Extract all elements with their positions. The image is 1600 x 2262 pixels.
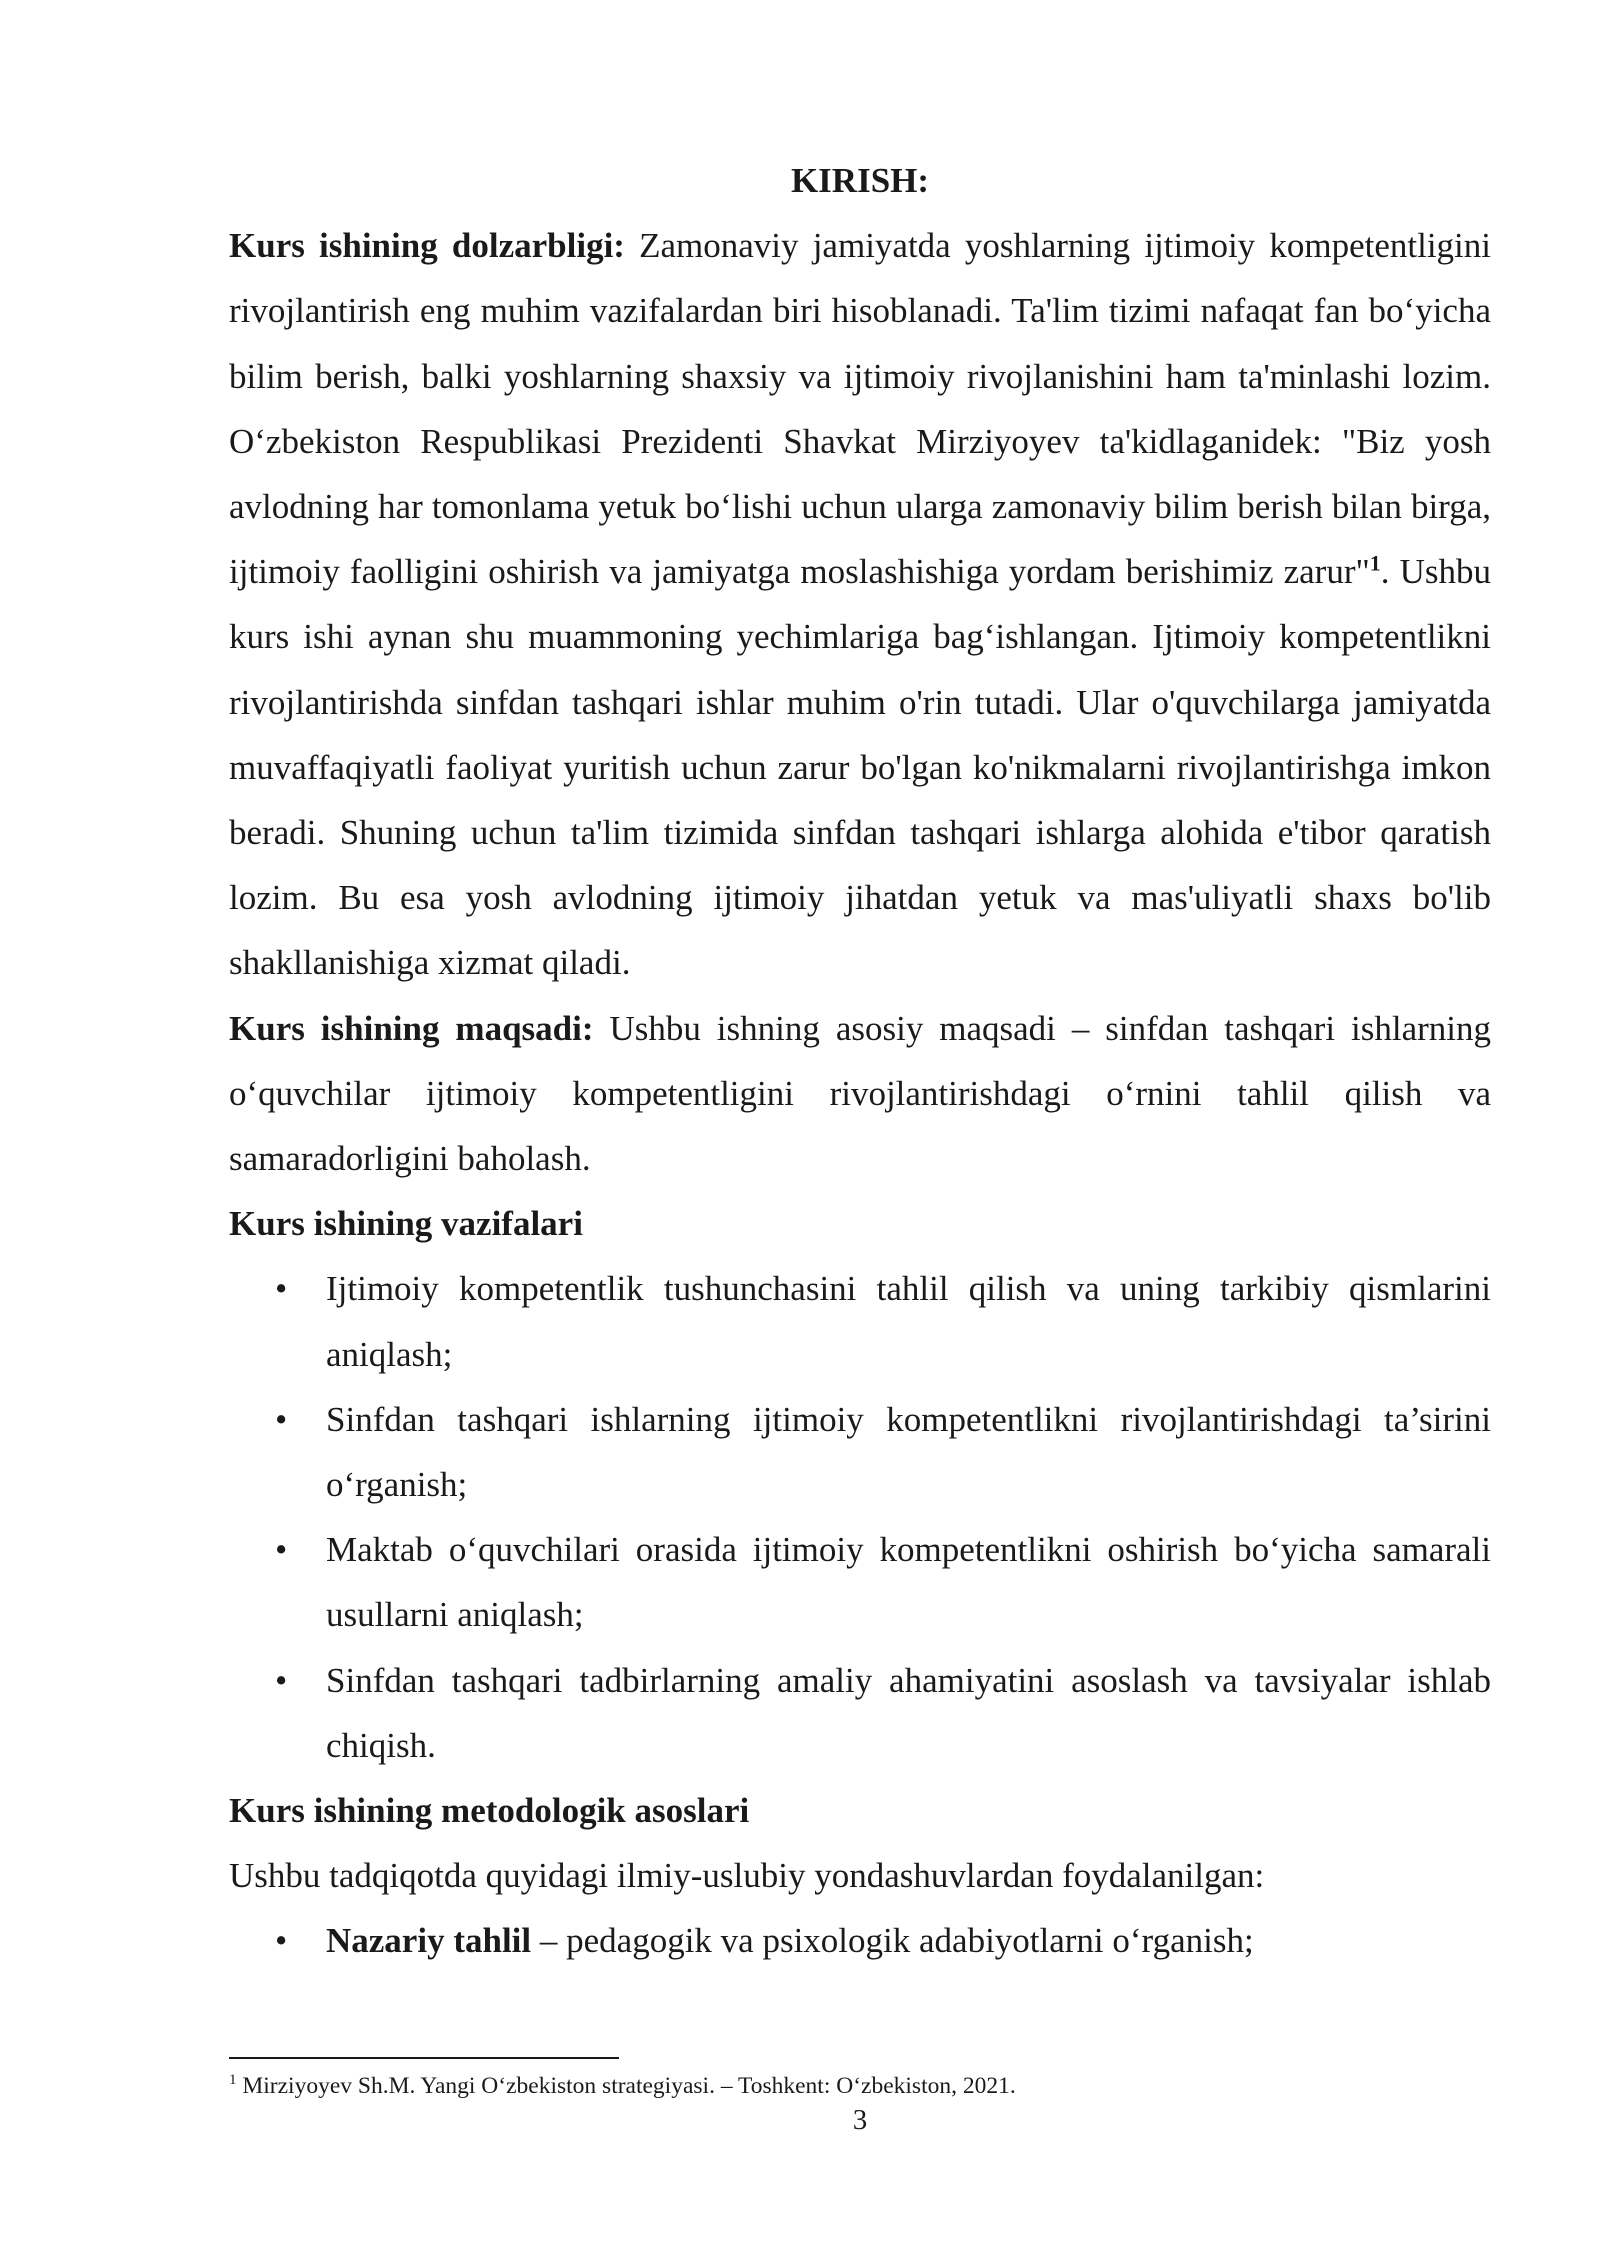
bullet-icon: • [275,1399,288,1439]
goal-label: Kurs ishining maqsadi: [229,1008,594,1048]
tasks-heading: Kurs ishining vazifalari [229,1204,583,1244]
list-item-text: – pedagogik va psixologik adabiyotlarni o‘rganish; [531,1921,1254,1961]
relevance-label: Kurs ishining dolzarbligi: [229,226,625,266]
footnote-separator [229,2057,619,2059]
list-item-text: Sinfdan tashqari ishlarning ijtimoiy kompetentlikni rivojlantirishdagi ta’sirini o‘rganish; [326,1399,1491,1505]
bullet-icon: • [275,1921,288,1961]
footnote-mark: 1 [229,2072,237,2089]
list-item-text: Sinfdan tashqari tadbirlarning amaliy ahamiyatini asoslash va tavsiyalar ishlab chiqish. [326,1660,1491,1765]
bullet-icon: • [275,1660,288,1700]
relevance-text: Zamonaviy jamiyatda yoshlarning ijtimoiy kompetentligini rivojlantirish eng muhim vazifalardan biri hisoblanadi. Ta'lim tizimi nafaqat fan bo‘yicha bilim berish, balki yoshlarning shaxsiy va ijtimoiy rivojlanishini ham ta'minlashi lozim. O‘zbekiston Respublikasi Prezidenti Shavkat Mirziyoyev ta'kidlaganidek: "Biz yosh avlodning har tomonlama yetuk bo‘lishi uchun ularga zamonaviy bilim berish bilan birga, ijtimoiy faolligini oshirish va jamiyatga moslashishiga yordam berishimiz zarur" [229,226,1491,592]
page-title: KIRISH: [790,161,930,200]
relevance-text-continued: . Ushbu kurs ishi aynan shu muammoning yechimlariga bag‘ishlangan. Ijtimoiy kompetentlikni rivojlantirishda sinfdan tashqari ishlar muhim o'rin tutadi. Ular o'quvchilarga jamiyatda muvaffaqiyatli faoliyat yuritish uchun zarur bo'lgan ko'nikmalarni rivojlantirishga imkon beradi. Shuning uchun ta'lim tizimida sinfdan tashqari ishlarga alohida e'tibor qaratish lozim. Bu esa yosh avlodning ijtimoiy jihatdan yetuk va mas'uliyatli shaxs bo'lib shakllanishiga xizmat qiladi. [229,552,1492,983]
methodology-intro: Ushbu tadqiqotda quyidagi ilmiy-uslubiy yondashuvlardan foydalanilgan: [229,1856,1265,1896]
list-item [229,1517,1491,1647]
relevance-paragraph [229,213,1491,995]
bullet-icon: • [275,1269,288,1309]
footnote-reference[interactable]: 1 [1369,550,1381,576]
page-content [229,148,1491,1974]
bullet-icon: • [275,1530,288,1570]
methodology-list [229,1908,1491,1973]
page-number: 3 [852,2104,868,2136]
list-item [229,1648,1491,1778]
list-item-term: Nazariy tahlil [326,1921,532,1961]
list-item-text: Ijtimoiy kompetentlik tushunchasini tahlil qilish va uning tarkibiy qismlarini aniqlash; [326,1269,1491,1374]
footnote [229,2070,1491,2102]
list-item [229,1387,1491,1517]
list-item [229,1256,1491,1386]
list-item-text: Maktab o‘quvchilari orasida ijtimoiy kompetentlikni oshirish bo‘yicha samarali usullarni aniqlash; [326,1530,1491,1635]
goal-text: Ushbu ishning asosiy maqsadi – sinfdan tashqari ishlarning o‘quvchilar ijtimoiy kompetentligini rivojlantirishdagi o‘rnini tahlil qilish va samaradorligini baholash. [229,1008,1491,1179]
tasks-list [229,1256,1491,1778]
methodology-heading: Kurs ishining metodologik asoslari [229,1791,750,1831]
list-item [229,1908,1491,1973]
goal-paragraph [229,996,1491,1192]
footnote-text: Mirziyoyev Sh.M. Yangi O‘zbekiston strategiyasi. – Toshkent: O‘zbekiston, 2021. [236,2073,1016,2099]
